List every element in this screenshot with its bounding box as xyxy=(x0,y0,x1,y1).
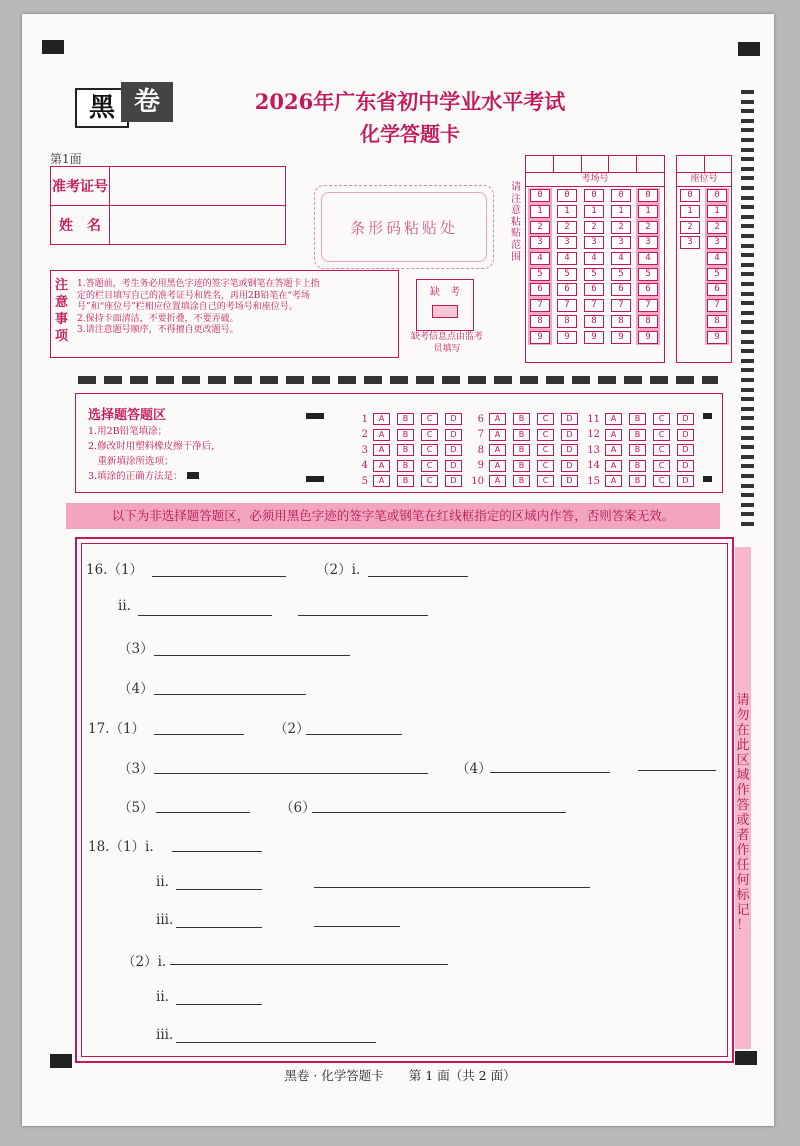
timing-mark xyxy=(741,493,754,497)
page-footer: 黑卷 · 化学答题卡 第 1 面（共 2 面） xyxy=(284,1068,516,1083)
digit-bubble[interactable]: 4 xyxy=(611,252,631,265)
page-label: 第1面 xyxy=(50,152,82,166)
digit-bubble[interactable]: 8 xyxy=(557,315,577,328)
timing-mark xyxy=(741,349,754,353)
digit-bubble[interactable]: 5 xyxy=(584,268,604,281)
mcq-question xyxy=(584,460,701,472)
mcq-option-bubble[interactable]: B xyxy=(629,444,646,456)
name-field[interactable] xyxy=(110,206,286,245)
mcq-option-bubble[interactable]: C xyxy=(653,460,670,472)
absent-checkbox[interactable] xyxy=(432,305,458,318)
digit-bubble[interactable]: 9 xyxy=(584,331,604,344)
mcq-option-bubble[interactable]: D xyxy=(561,475,578,487)
mcq-option-bubble[interactable]: A xyxy=(605,429,622,441)
timing-mark xyxy=(741,119,754,123)
no-write-text: 请 勿 在 此 区 域 作 答 或 者 作 任 何 标 记 ！ xyxy=(736,693,750,933)
digit-bubble[interactable]: 7 xyxy=(611,299,631,312)
mcq-option-bubble[interactable]: A xyxy=(605,475,622,487)
timing-mark xyxy=(741,340,754,344)
timing-mark xyxy=(741,397,754,401)
digit-bubble[interactable]: 4 xyxy=(707,252,727,265)
q17-4-label: （4） xyxy=(456,761,492,777)
q18-iii-line-a[interactable] xyxy=(176,927,262,928)
mcq-option-bubble[interactable]: C xyxy=(421,460,438,472)
mcq-option-bubble[interactable]: A xyxy=(373,444,390,456)
q18-2-label: （2）i. xyxy=(122,954,167,970)
timing-mark xyxy=(741,263,754,267)
mcq-option-bubble[interactable]: A xyxy=(373,475,390,487)
q18-2iii-line[interactable] xyxy=(176,1042,376,1043)
timing-mark xyxy=(741,244,754,248)
notes-side-char: 项 xyxy=(55,329,69,344)
mcq-number: 14 xyxy=(587,460,600,471)
q16-3-label: （3） xyxy=(118,641,154,657)
timing-mark xyxy=(741,128,754,132)
mcq-number: 11 xyxy=(587,413,600,425)
digit-bubble[interactable]: 3 xyxy=(638,236,658,249)
mcq-area xyxy=(75,393,723,493)
barcode-area xyxy=(314,185,494,269)
q16-2-label: （2）i. xyxy=(316,562,361,578)
digit-bubble[interactable]: 4 xyxy=(584,252,604,265)
q17-label: 17.（1） xyxy=(88,721,146,737)
mcq-option-bubble[interactable]: A xyxy=(489,429,506,441)
q18-2iii-label: iii. xyxy=(156,1027,174,1043)
mcq-option-bubble[interactable]: B xyxy=(397,444,414,456)
timing-mark xyxy=(741,378,754,382)
digit-bubble[interactable]: 1 xyxy=(611,205,631,218)
timing-mark xyxy=(741,205,754,209)
absent-note: 缺考信息点由监考员填写 xyxy=(411,332,484,354)
timing-mark xyxy=(741,368,754,372)
digit-bubble[interactable]: 2 xyxy=(680,221,700,234)
mcq-option-bubble[interactable]: A xyxy=(605,460,622,472)
mcq-option-bubble[interactable]: C xyxy=(537,475,554,487)
digit-bubble[interactable]: 5 xyxy=(611,268,631,281)
digit-bubble[interactable]: 8 xyxy=(638,315,658,328)
mcq-option-bubble[interactable]: D xyxy=(677,413,694,425)
mcq-number: 7 xyxy=(477,429,484,440)
mcq-option-bubble[interactable]: A xyxy=(489,413,506,425)
mcq-option-bubble[interactable]: B xyxy=(397,429,414,441)
exam-no-label: 准考证号 xyxy=(51,167,110,206)
mcq-option-bubble[interactable]: D xyxy=(445,413,462,425)
mcq-number: 10 xyxy=(471,475,484,487)
digit-bubble[interactable]: 6 xyxy=(584,283,604,296)
digit-bubble[interactable]: 1 xyxy=(530,205,550,218)
mcq-question xyxy=(584,413,701,425)
corner-mark-tr xyxy=(738,42,760,56)
mcq-option-bubble[interactable]: C xyxy=(653,475,670,487)
q18-ii-line-a[interactable] xyxy=(176,889,262,890)
mcq-option-bubble[interactable]: D xyxy=(677,460,694,472)
mcq-option-bubble[interactable]: B xyxy=(629,460,646,472)
mcq-timing-mark xyxy=(306,413,324,419)
mcq-number: 8 xyxy=(477,444,484,456)
paste-range-label: 请 注 意 粘 贴 范 围 xyxy=(511,182,521,263)
q17-4-line-a[interactable] xyxy=(490,772,610,773)
digit-bubble[interactable]: 8 xyxy=(707,315,727,328)
timing-mark xyxy=(741,167,754,171)
mcq-instruction: 重新填涂所选项； xyxy=(88,456,174,467)
mcq-instruction: 2.修改时用塑料橡皮擦干净后， xyxy=(88,441,221,452)
q17-3-line[interactable] xyxy=(154,773,428,774)
mcq-option-bubble[interactable]: A xyxy=(373,413,390,425)
q18-label: 18.（1）i. xyxy=(88,839,154,855)
digit-bubble[interactable]: 7 xyxy=(707,299,727,312)
timing-mark xyxy=(741,436,754,440)
digit-bubble[interactable]: 0 xyxy=(611,189,631,202)
timing-mark xyxy=(741,282,754,286)
digit-bubble[interactable]: 0 xyxy=(638,189,658,202)
mcq-option-bubble[interactable]: C xyxy=(421,429,438,441)
digit-bubble[interactable]: 6 xyxy=(611,283,631,296)
mcq-option-bubble[interactable]: A xyxy=(489,444,506,456)
digit-bubble[interactable]: 4 xyxy=(638,252,658,265)
notes-text xyxy=(77,279,392,337)
mcq-number: 6 xyxy=(477,413,484,425)
mcq-question xyxy=(468,460,585,472)
mcq-option-bubble[interactable]: A xyxy=(373,429,390,441)
exam-room-label: 考场号 xyxy=(526,172,664,187)
mcq-timing-mark xyxy=(306,476,324,482)
mcq-number: 9 xyxy=(477,460,484,471)
q16-ii-line-a[interactable] xyxy=(138,615,272,616)
timing-mark xyxy=(741,330,754,334)
corner-mark-tl xyxy=(42,40,64,54)
q17-1-line[interactable] xyxy=(154,734,244,735)
mcq-option-bubble[interactable]: D xyxy=(677,429,694,441)
mcq-option-bubble[interactable]: C xyxy=(537,444,554,456)
notes-side-char: 事 xyxy=(55,312,69,327)
mcq-option-bubble[interactable]: D xyxy=(677,475,694,487)
mcq-question xyxy=(468,475,585,487)
timing-mark xyxy=(741,311,754,315)
digit-bubble[interactable]: 3 xyxy=(530,236,550,249)
mcq-number: 1 xyxy=(361,413,368,425)
digit-bubble[interactable]: 3 xyxy=(707,236,727,249)
notes-line: 3.请注意题号顺序，不得擅自更改题号。 xyxy=(77,325,239,335)
mcq-number: 2 xyxy=(361,429,368,440)
mcq-option-bubble[interactable]: A xyxy=(489,475,506,487)
digit-column xyxy=(528,188,552,345)
digit-bubble[interactable]: 0 xyxy=(707,189,727,202)
mcq-option-bubble[interactable]: B xyxy=(397,460,414,472)
mcq-option-bubble[interactable]: B xyxy=(629,413,646,425)
mcq-option-bubble[interactable]: C xyxy=(537,413,554,425)
q18-ii-label: ii. xyxy=(156,874,169,890)
timing-mark xyxy=(741,503,754,507)
timing-mark xyxy=(741,109,754,113)
sheet-subtitle: 化学答题卡 xyxy=(360,122,460,146)
timing-mark xyxy=(741,474,754,478)
timing-mark xyxy=(741,234,754,238)
q16-ii-line-b[interactable] xyxy=(298,615,428,616)
timing-mark xyxy=(741,445,754,449)
mcq-title: 选择题答题区 xyxy=(88,408,167,423)
q16-3-line[interactable] xyxy=(154,655,350,656)
brand-logo xyxy=(75,82,181,128)
mcq-option-bubble[interactable]: D xyxy=(561,413,578,425)
mcq-option-bubble[interactable]: B xyxy=(513,413,530,425)
corner-mark-br xyxy=(735,1051,757,1065)
digit-bubble[interactable]: 0 xyxy=(557,189,577,202)
q18-iii-label: iii. xyxy=(156,912,174,928)
timing-mark xyxy=(741,455,754,459)
mcq-option-bubble[interactable]: A xyxy=(605,413,622,425)
digit-bubble[interactable]: 8 xyxy=(530,315,550,328)
digit-bubble[interactable]: 6 xyxy=(707,283,727,296)
timing-mark xyxy=(741,176,754,180)
notes-line: 定的栏目填写自己的准考证号和姓名，再用2B铅笔在“考场 xyxy=(77,290,310,301)
mcq-option-bubble[interactable]: C xyxy=(537,460,554,472)
digit-bubble[interactable]: 0 xyxy=(530,189,550,202)
digit-bubble[interactable]: 8 xyxy=(611,315,631,328)
q17-6-label: （6） xyxy=(280,800,316,816)
digit-bubble[interactable]: 6 xyxy=(530,283,550,296)
mcq-question xyxy=(468,429,585,441)
digit-bubble[interactable]: 2 xyxy=(707,221,727,234)
notes-side-char: 注 xyxy=(55,278,69,293)
mcq-option-bubble[interactable]: D xyxy=(561,429,578,441)
timing-mark xyxy=(741,301,754,305)
mcq-question xyxy=(352,460,469,472)
mcq-number: 13 xyxy=(587,444,600,456)
digit-bubble[interactable]: 1 xyxy=(584,205,604,218)
absent-box xyxy=(416,279,474,331)
q18-2i-line[interactable] xyxy=(170,964,448,965)
digit-bubble[interactable]: 7 xyxy=(638,299,658,312)
timing-mark xyxy=(741,253,754,257)
digit-bubble[interactable]: 4 xyxy=(530,252,550,265)
timing-mark xyxy=(741,359,754,363)
exam-room-grid xyxy=(525,155,665,363)
digit-bubble[interactable]: 2 xyxy=(584,221,604,234)
q16-label: 16.（1） xyxy=(86,562,144,578)
q16-1-line[interactable] xyxy=(152,576,286,577)
digit-bubble[interactable]: 9 xyxy=(557,331,577,344)
mcq-number: 3 xyxy=(361,444,368,456)
separator-dashes xyxy=(78,376,718,384)
q17-2-line[interactable] xyxy=(306,734,402,735)
mcq-question xyxy=(584,444,701,456)
logo-char-left: 黑 xyxy=(75,88,129,128)
digit-bubble[interactable]: 2 xyxy=(530,221,550,234)
digit-bubble[interactable]: 3 xyxy=(680,236,700,249)
mcq-option-bubble[interactable]: B xyxy=(397,475,414,487)
mcq-option-bubble[interactable]: A xyxy=(489,460,506,472)
q16-2i-line[interactable] xyxy=(368,576,468,577)
digit-bubble[interactable]: 8 xyxy=(584,315,604,328)
timing-mark xyxy=(741,138,754,142)
q18-2ii-line[interactable] xyxy=(176,1004,262,1005)
mcq-question xyxy=(584,429,701,441)
timing-mark xyxy=(741,90,754,94)
digit-bubble[interactable]: 3 xyxy=(611,236,631,249)
digit-bubble[interactable]: 1 xyxy=(707,205,727,218)
digit-bubble[interactable]: 1 xyxy=(638,205,658,218)
mcq-option-bubble[interactable]: B xyxy=(629,475,646,487)
mcq-question xyxy=(584,475,701,487)
timing-mark xyxy=(741,148,754,152)
digit-column xyxy=(555,188,579,345)
digit-bubble[interactable]: 3 xyxy=(584,236,604,249)
q17-6-line[interactable] xyxy=(312,812,566,813)
mcq-option-bubble[interactable]: D xyxy=(561,444,578,456)
mcq-option-bubble[interactable]: D xyxy=(445,444,462,456)
mcq-option-bubble[interactable]: B xyxy=(513,460,530,472)
timing-mark xyxy=(741,388,754,392)
q17-4-line-b[interactable] xyxy=(638,770,716,771)
mcq-option-bubble[interactable]: D xyxy=(445,460,462,472)
mcq-number: 4 xyxy=(361,460,368,471)
notes-box xyxy=(50,270,399,358)
digit-column xyxy=(582,188,606,345)
digit-bubble[interactable]: 0 xyxy=(680,189,700,202)
seat-label: 座位号 xyxy=(677,172,731,187)
no-write-sidebar xyxy=(735,547,751,1049)
digit-bubble[interactable]: 6 xyxy=(557,283,577,296)
mcq-option-bubble[interactable]: B xyxy=(513,444,530,456)
mcq-number: 15 xyxy=(587,475,600,487)
digit-bubble[interactable]: 9 xyxy=(638,331,658,344)
digit-bubble[interactable]: 9 xyxy=(707,331,727,344)
notes-side-label xyxy=(55,277,73,345)
q18-ii-line-b[interactable] xyxy=(314,887,590,888)
timing-mark xyxy=(741,186,754,190)
correct-fill-sample xyxy=(187,472,199,479)
mcq-question xyxy=(352,429,469,441)
timing-mark xyxy=(741,464,754,468)
logo-char-right: 卷 xyxy=(121,82,173,122)
digit-bubble[interactable]: 2 xyxy=(611,221,631,234)
q17-3-label: （3） xyxy=(118,761,154,777)
mcq-question xyxy=(468,413,585,425)
exam-title: 2026年广东省初中学业水平考试 xyxy=(254,89,566,114)
timing-mark xyxy=(741,512,754,516)
timing-mark xyxy=(741,292,754,296)
timing-mark xyxy=(741,224,754,228)
timing-mark xyxy=(741,100,754,104)
mcq-option-bubble[interactable]: C xyxy=(421,475,438,487)
q16-4-line[interactable] xyxy=(154,694,306,695)
mcq-option-bubble[interactable]: C xyxy=(537,429,554,441)
non-choice-banner: 以下为非选择题答题区，必须用黑色字迹的签字笔或钢笔在红线框指定的区域内作答，否则答案无效。 xyxy=(66,503,720,529)
mcq-instructions xyxy=(88,424,221,484)
q16-4-label: （4） xyxy=(118,681,154,697)
digit-bubble[interactable]: 7 xyxy=(530,299,550,312)
digit-bubble[interactable]: 2 xyxy=(557,221,577,234)
notes-line: 1.答题前，考生务必用黑色字迹的签字笔或钢笔在答题卡上指 xyxy=(77,279,320,289)
mcq-option-bubble[interactable]: C xyxy=(421,444,438,456)
digit-bubble[interactable]: 5 xyxy=(638,268,658,281)
mcq-instruction: 3.填涂的正确方法是： xyxy=(88,471,183,482)
mcq-number: 5 xyxy=(361,475,368,487)
digit-column xyxy=(636,188,660,345)
exam-no-field[interactable] xyxy=(110,167,286,206)
digit-bubble[interactable]: 4 xyxy=(557,252,577,265)
digit-bubble[interactable]: 6 xyxy=(638,283,658,296)
digit-bubble[interactable]: 0 xyxy=(584,189,604,202)
digit-bubble[interactable]: 5 xyxy=(557,268,577,281)
timing-mark xyxy=(741,320,754,324)
digit-bubble[interactable]: 7 xyxy=(584,299,604,312)
mcq-question xyxy=(352,413,469,425)
timing-mark xyxy=(741,407,754,411)
mcq-question xyxy=(352,475,469,487)
notes-side-char: 意 xyxy=(55,295,69,310)
timing-mark xyxy=(741,157,754,161)
mcq-option-bubble[interactable]: D xyxy=(561,460,578,472)
timing-mark xyxy=(741,426,754,430)
q17-2-label: （2） xyxy=(274,721,310,737)
q18-2ii-label: ii. xyxy=(156,989,169,1005)
name-label: 姓 名 xyxy=(51,206,110,245)
mcq-option-bubble[interactable]: C xyxy=(653,429,670,441)
digit-column xyxy=(609,188,633,345)
q18-iii-line-b[interactable] xyxy=(314,926,400,927)
mcq-number: 12 xyxy=(587,429,600,440)
digit-column xyxy=(705,188,729,345)
q18-1i-line[interactable] xyxy=(172,851,262,852)
digit-bubble[interactable]: 2 xyxy=(638,221,658,234)
mcq-timing-mark xyxy=(703,476,712,482)
q17-5-line[interactable] xyxy=(156,812,250,813)
digit-bubble[interactable]: 5 xyxy=(707,268,727,281)
mcq-timing-mark xyxy=(703,413,712,419)
digit-bubble[interactable]: 9 xyxy=(530,331,550,344)
digit-bubble[interactable]: 1 xyxy=(557,205,577,218)
mcq-question xyxy=(468,444,585,456)
mcq-instruction: 1.用2B铅笔填涂； xyxy=(88,426,168,437)
mcq-question xyxy=(352,444,469,456)
mcq-option-bubble[interactable]: A xyxy=(373,460,390,472)
barcode-label: 条形码粘贴处 xyxy=(321,192,487,262)
timing-mark xyxy=(741,484,754,488)
mcq-option-bubble[interactable]: D xyxy=(445,429,462,441)
mcq-option-bubble[interactable]: C xyxy=(653,444,670,456)
absent-label: 缺 考 xyxy=(430,287,460,298)
digit-bubble[interactable]: 1 xyxy=(680,205,700,218)
notes-line: 号”和“座位号”栏相应位置填涂自己的考场号和座位号。 xyxy=(77,302,298,312)
timing-mark xyxy=(741,522,754,526)
mcq-option-bubble[interactable]: C xyxy=(421,413,438,425)
timing-mark xyxy=(741,416,754,420)
digit-column xyxy=(678,188,702,251)
mcq-option-bubble[interactable]: B xyxy=(397,413,414,425)
seat-grid xyxy=(676,155,732,363)
digit-bubble[interactable]: 3 xyxy=(557,236,577,249)
digit-bubble[interactable]: 5 xyxy=(530,268,550,281)
notes-line: 2.保持卡面清洁，不要折叠，不要弄破。 xyxy=(77,313,239,324)
digit-bubble[interactable]: 9 xyxy=(611,331,631,344)
timing-mark xyxy=(741,272,754,276)
mcq-option-bubble[interactable]: B xyxy=(513,475,530,487)
mcq-option-bubble[interactable]: B xyxy=(629,429,646,441)
mcq-option-bubble[interactable]: A xyxy=(605,444,622,456)
mcq-option-bubble[interactable]: D xyxy=(445,475,462,487)
q16-ii-label: ii. xyxy=(118,598,131,614)
mcq-option-bubble[interactable]: D xyxy=(677,444,694,456)
timing-mark xyxy=(741,215,754,219)
q17-5-label: （5） xyxy=(118,800,154,816)
mcq-option-bubble[interactable]: C xyxy=(653,413,670,425)
mcq-option-bubble[interactable]: B xyxy=(513,429,530,441)
timing-mark xyxy=(741,196,754,200)
id-box xyxy=(50,166,286,245)
digit-bubble[interactable]: 7 xyxy=(557,299,577,312)
